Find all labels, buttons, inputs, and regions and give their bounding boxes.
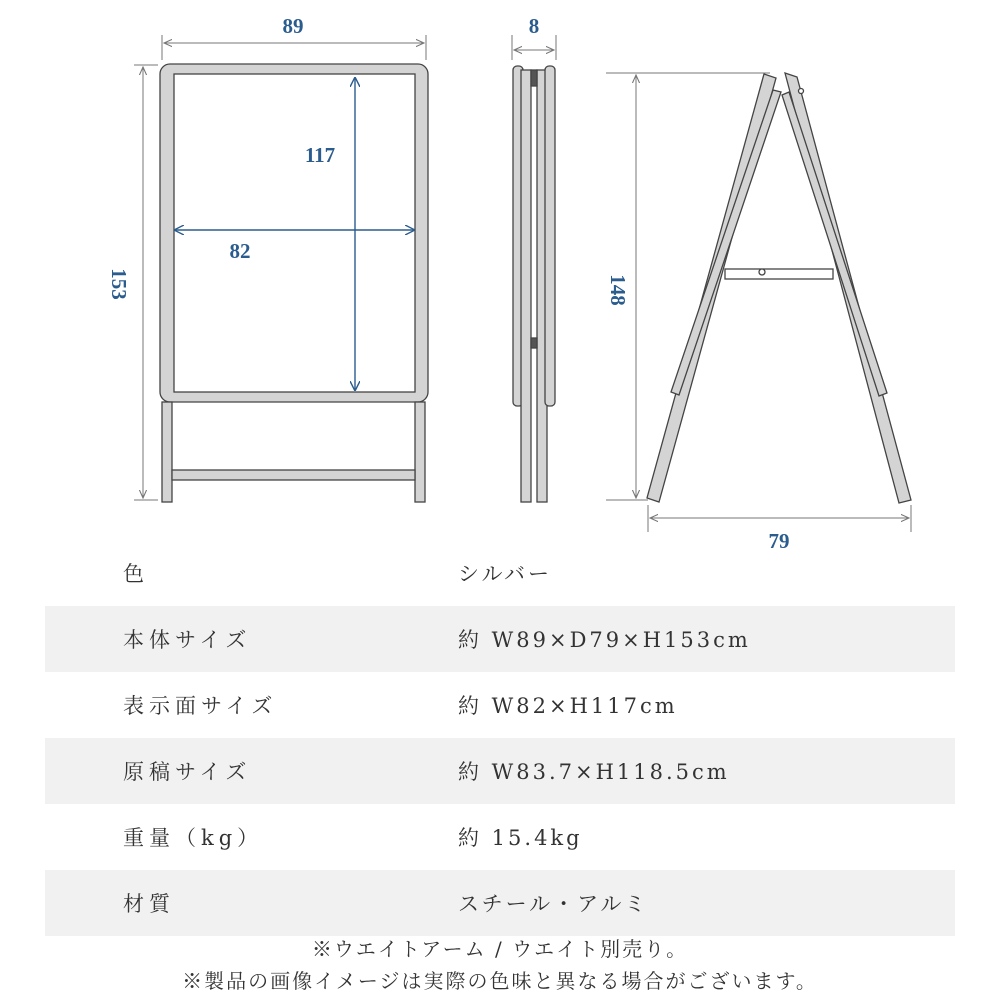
footnote-weight-arm: ※ウエイトアーム / ウエイト別売り。 xyxy=(311,937,689,961)
spec-label: 原稿サイズ xyxy=(123,760,252,784)
spec-label: 本体サイズ xyxy=(123,628,252,652)
dim-label-base: 79 xyxy=(768,529,790,553)
side-open-view xyxy=(606,73,911,553)
dim-width-89 xyxy=(162,14,426,60)
dim-label-display-height: 117 xyxy=(304,143,336,167)
front-frame xyxy=(160,64,428,502)
spec-value: 約 W82×H117cm xyxy=(458,694,678,718)
spec-value: スチール・アルミ xyxy=(458,892,649,916)
spec-row-weight xyxy=(45,804,955,870)
spec-row-color xyxy=(45,540,955,606)
dim-height-148 xyxy=(606,73,770,500)
spec-label: 表示面サイズ xyxy=(123,694,278,718)
spec-value: 約 W89×D79×H153cm xyxy=(458,628,751,652)
side-folded-view xyxy=(512,14,556,502)
spec-row-body-size xyxy=(45,606,955,672)
spec-table xyxy=(45,540,955,936)
dim-label-height: 153 xyxy=(107,268,131,300)
dim-label-display-width: 82 xyxy=(229,239,251,263)
spec-value: シルバー xyxy=(458,562,553,586)
spec-row-display-size xyxy=(45,672,955,738)
spec-row-manuscript-size xyxy=(45,738,955,804)
dim-label-open-height: 148 xyxy=(606,274,630,306)
spec-value: 約 W83.7×H118.5cm xyxy=(458,760,730,784)
dim-label-width: 89 xyxy=(282,14,304,38)
dim-height-153 xyxy=(107,65,158,500)
spec-row-material xyxy=(45,870,955,936)
spec-label: 材質 xyxy=(123,892,175,916)
spec-value: 約 15.4kg xyxy=(458,826,583,850)
spec-label: 色 xyxy=(123,562,149,586)
dim-depth-8 xyxy=(512,14,556,60)
front-view xyxy=(107,14,428,502)
footnotes xyxy=(0,933,1000,997)
dim-label-depth: 8 xyxy=(528,14,540,38)
footnote-color-disclaimer: ※製品の画像イメージは実際の色味と異なる場合がございます。 xyxy=(182,969,818,993)
spec-label: 重量（kg） xyxy=(123,826,264,850)
